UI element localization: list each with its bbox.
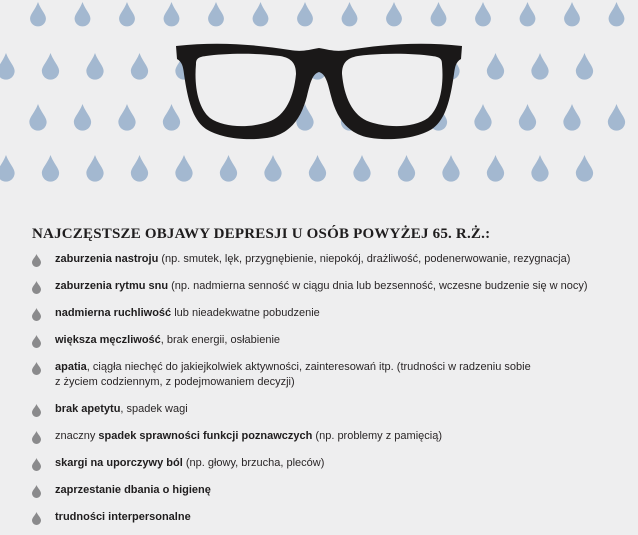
raindrop-icon [74, 104, 91, 131]
symptom-detail: (np. problemy z pamięcią) [312, 430, 442, 442]
list-item [30, 510, 191, 525]
raindrop-icon [42, 155, 59, 182]
symptom-keyword: zaburzenia nastroju [55, 253, 159, 265]
symptom-text [55, 510, 191, 525]
symptom-keyword: spadek sprawności funkcji poznawczych [98, 430, 313, 442]
raindrop-icon [75, 2, 91, 26]
droplet-bullet-icon [32, 281, 41, 294]
raindrop-icon [220, 155, 237, 182]
raindrop-icon [442, 155, 459, 182]
symptom-detail: (np. smutek, lęk, przygnębienie, niepokój, drażliwość, podenerwowanie, rezygnacja) [158, 253, 571, 265]
raindrop-icon [398, 155, 415, 182]
page-title: NAJCZĘSTSZE OBJAWY DEPRESJI U OSÓB POWYŻEJ 65. R.Ż.: [32, 226, 491, 242]
raindrop-icon [576, 53, 593, 80]
symptom-keyword: większa męczliwość [55, 334, 161, 346]
eyeglasses-icon [176, 44, 462, 139]
raindrop-icon [520, 2, 536, 26]
list-item [30, 333, 280, 348]
raindrop-icon [487, 53, 504, 80]
list-item [30, 279, 588, 294]
symptom-text [55, 429, 442, 444]
droplet-bullet-icon [32, 362, 41, 375]
droplet-bullet-icon [32, 404, 41, 417]
symptom-keyword: skargi na uporczywy ból [55, 457, 183, 469]
raindrop-icon [531, 53, 548, 80]
raindrop-icon [131, 53, 148, 80]
raindrop-icon [86, 155, 103, 182]
raindrop-icon [264, 155, 281, 182]
raindrop-icon [253, 2, 269, 26]
raindrop-icon [0, 155, 15, 182]
raindrop-icon [86, 53, 103, 80]
raindrop-icon [163, 104, 180, 131]
symptom-detail: , ciągła niechęć do jakiejkolwiek aktywności, zainteresowań itp. (trudności w radzeniu sobie [86, 361, 531, 373]
raindrop-icon [353, 155, 370, 182]
raindrop-icon [563, 104, 580, 131]
raindrop-icon [119, 2, 135, 26]
raindrop-icon [131, 155, 148, 182]
raindrop-icon [474, 104, 491, 131]
droplet-bullet-icon [32, 308, 41, 321]
symptom-detail: , spadek wagi [120, 403, 188, 415]
raindrop-icon [386, 2, 402, 26]
raindrop-icon [487, 155, 504, 182]
list-item [30, 306, 320, 321]
symptom-text [55, 252, 570, 267]
droplet-bullet-icon [32, 431, 41, 444]
symptom-keyword: apatia [55, 361, 87, 373]
raindrop-icon [29, 104, 46, 131]
symptom-text [55, 402, 188, 417]
symptom-detail: lub nieadekwatne pobudzenie [171, 307, 320, 319]
raindrop-icon [118, 104, 135, 131]
droplet-bullet-icon [32, 458, 41, 471]
raindrop-icon [576, 155, 593, 182]
raindrop-icon [431, 2, 447, 26]
symptom-prefix: znaczny [55, 430, 99, 442]
symptom-detail: , brak energii, osłabienie [160, 334, 281, 346]
raindrop-icon [175, 155, 192, 182]
hero-illustration [0, 0, 638, 200]
raindrop-icon [475, 2, 491, 26]
raindrop-icon [609, 2, 625, 26]
symptom-text [55, 360, 531, 375]
list-item [30, 402, 188, 417]
droplet-bullet-icon [32, 512, 41, 525]
list-item [30, 360, 531, 390]
raindrop-icon [297, 2, 313, 26]
symptom-detail: (np. głowy, brzucha, pleców) [182, 457, 325, 469]
raindrop-pattern [0, 2, 625, 182]
symptom-text [55, 456, 324, 471]
list-item [30, 456, 324, 471]
raindrop-icon [564, 2, 580, 26]
droplet-bullet-icon [32, 254, 41, 267]
symptom-keyword: zaprzestanie dbania o higienę [55, 484, 211, 496]
symptom-detail-continued: z życiem codziennym, z podejmowaniem decyzji) [55, 376, 295, 388]
symptom-detail: (np. nadmierna senność w ciągu dnia lub bezsenność, wczesne budzenie się w nocy) [168, 280, 588, 292]
list-item [30, 483, 211, 498]
symptom-keyword: trudności interpersonalne [55, 511, 191, 523]
symptom-keyword: nadmierna ruchliwość [55, 307, 172, 319]
symptom-text [55, 483, 211, 498]
raindrop-icon [164, 2, 180, 26]
raindrop-icon [42, 53, 59, 80]
list-item [30, 252, 570, 267]
raindrop-icon [519, 104, 536, 131]
list-item [30, 429, 442, 444]
symptom-keyword: zaburzenia rytmu snu [55, 280, 169, 292]
raindrop-icon [30, 2, 46, 26]
symptom-keyword: brak apetytu [55, 403, 121, 415]
droplet-bullet-icon [32, 335, 41, 348]
raindrop-icon [309, 155, 326, 182]
raindrop-icon [531, 155, 548, 182]
raindrop-icon [342, 2, 358, 26]
symptom-text [55, 333, 280, 348]
raindrop-icon [0, 53, 15, 80]
droplet-bullet-icon [32, 485, 41, 498]
symptom-text [55, 306, 320, 321]
raindrop-icon [208, 2, 224, 26]
symptom-text [55, 279, 588, 294]
raindrop-icon [608, 104, 625, 131]
